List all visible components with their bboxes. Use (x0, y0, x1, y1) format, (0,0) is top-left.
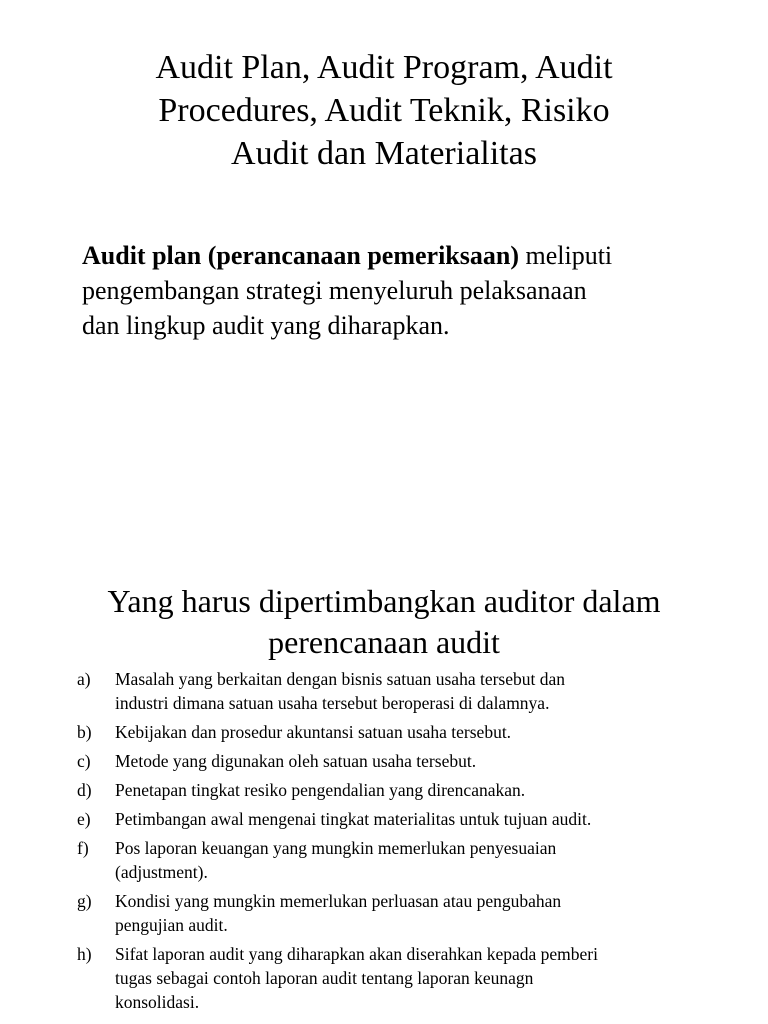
list-item-text (115, 720, 717, 744)
title-line: Audit Plan, Audit Program, Audit (155, 49, 613, 86)
list-marker: b) (77, 722, 92, 742)
list-item (77, 889, 717, 937)
list-item (77, 836, 717, 884)
list-item-line: industri dimana satuan usaha tersebut beroperasi di dalamnya. (115, 693, 550, 713)
definition-term: Audit plan (perancanaan pemeriksaan) (82, 241, 519, 270)
list-item-line: Pos laporan keuangan yang mungkin memerlukan penyesuaian (115, 838, 557, 858)
list-item-text (115, 749, 717, 773)
list-item-line: konsolidasi. (115, 992, 200, 1012)
slide-title (60, 581, 708, 663)
slide-title (60, 46, 708, 175)
list-item (77, 778, 717, 802)
list-item-text (115, 778, 717, 802)
title-line: perencanaan audit (268, 624, 500, 660)
list-item-text (115, 889, 717, 937)
definition-text: dan lingkup audit yang diharapkan. (82, 311, 450, 340)
considerations-list (77, 667, 717, 1019)
list-item-line: Penetapan tingkat resiko pengendalian yang direncanakan. (115, 780, 526, 800)
list-item-line: Kebijakan dan prosedur akuntansi satuan usaha tersebut. (115, 722, 512, 742)
list-item-line: pengujian audit. (115, 915, 228, 935)
list-item (77, 807, 717, 831)
slide-audit-planning-considerations (0, 560, 768, 1024)
list-marker: h) (77, 944, 92, 964)
list-item-line: tugas sebagai contoh laporan audit tentang laporan keunagn (115, 968, 534, 988)
list-marker: c) (77, 751, 91, 771)
title-line: Audit dan Materialitas (231, 135, 537, 172)
list-item-line: Sifat laporan audit yang diharapkan akan diserahkan kepada pemberi (115, 944, 599, 964)
list-marker: d) (77, 780, 92, 800)
list-item-line: Masalah yang berkaitan dengan bisnis satuan usaha tersebut dan (115, 669, 566, 689)
list-item-line: Kondisi yang mungkin memerlukan perluasan atau pengubahan (115, 891, 562, 911)
list-item (77, 942, 717, 1014)
list-marker: e) (77, 809, 91, 829)
definition-text: meliputi (519, 241, 613, 270)
list-item-line: (adjustment). (115, 862, 208, 882)
list-item-line: Metode yang digunakan oleh satuan usaha tersebut. (115, 751, 477, 771)
list-marker: f) (77, 838, 89, 858)
list-marker: g) (77, 891, 92, 911)
list-item-text (115, 942, 717, 1014)
list-item (77, 720, 717, 744)
definition-text: pengembangan strategi menyeluruh pelaksanaan (82, 276, 587, 305)
list-marker: a) (77, 669, 91, 689)
list-item-text (115, 807, 717, 831)
list-item-text (115, 667, 717, 715)
title-line: Yang harus dipertimbangkan auditor dalam (107, 583, 661, 619)
list-item (77, 667, 717, 715)
list-item (77, 749, 717, 773)
definition-paragraph (82, 238, 702, 343)
list-item-line: Petimbangan awal mengenai tingkat materialitas untuk tujuan audit. (115, 809, 592, 829)
title-line: Procedures, Audit Teknik, Risiko (158, 92, 610, 129)
list-item-text (115, 836, 717, 884)
